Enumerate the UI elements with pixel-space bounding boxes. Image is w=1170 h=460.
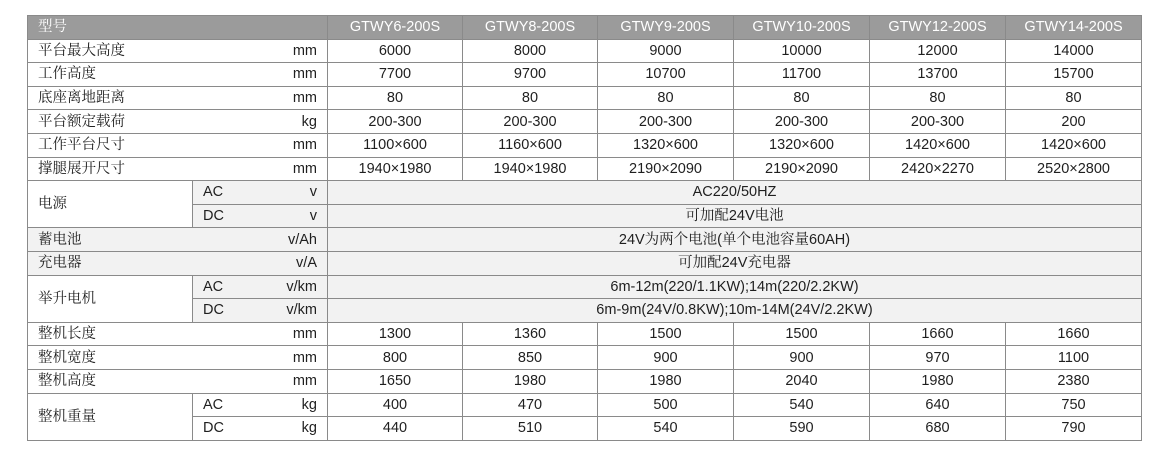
spec-table: [27, 15, 1142, 441]
row-ground-clearance: [28, 86, 1142, 110]
sub-label-text: DC: [203, 208, 224, 225]
cell-value: 80: [870, 86, 1006, 110]
sub-label: [193, 204, 328, 228]
row-label: [28, 39, 328, 63]
row-label-text: 底座离地距离: [38, 90, 125, 107]
header-label: 型号: [28, 16, 328, 40]
sub-label-text: AC: [203, 278, 224, 295]
sub-label-text: DC: [203, 302, 224, 319]
cell-value: 200-300: [734, 110, 870, 134]
sub-label-text: DC: [203, 420, 224, 437]
row-unit: mm: [292, 90, 317, 107]
cell-value: 680: [870, 417, 1006, 441]
row-unit: mm: [292, 326, 317, 343]
row-label-text: 整机高度: [38, 373, 96, 390]
group-label-weight: 整机重量: [28, 393, 193, 440]
sub-label-text: AC: [203, 184, 224, 201]
row-label: [28, 251, 328, 275]
cell-value: 1320×600: [734, 133, 870, 157]
sub-label: [193, 299, 328, 323]
row-unit: v: [309, 184, 317, 201]
row-label-text: 撑腿展开尺寸: [38, 160, 125, 177]
row-battery: [28, 228, 1142, 252]
group-label-power: 电源: [28, 181, 193, 228]
row-label-text: 平台额定载荷: [38, 113, 125, 130]
cell-value: 540: [598, 417, 734, 441]
cell-value: 900: [734, 346, 870, 370]
row-unit: mm: [292, 42, 317, 59]
cell-value: 200-300: [328, 110, 463, 134]
cell-value: 200-300: [598, 110, 734, 134]
merged-value: 24V为两个电池(单个电池容量60AH): [328, 228, 1142, 252]
row-width: [28, 346, 1142, 370]
row-unit: mm: [292, 373, 317, 390]
row-unit: v/km: [286, 302, 317, 319]
row-outrigger-span: [28, 157, 1142, 181]
row-platform-size: [28, 133, 1142, 157]
cell-value: 1980: [870, 369, 1006, 393]
cell-value: 80: [1006, 86, 1142, 110]
cell-value: 640: [870, 393, 1006, 417]
row-label-text: 整机长度: [38, 326, 96, 343]
row-unit: v: [309, 208, 317, 225]
cell-value: 1160×600: [463, 133, 598, 157]
row-unit: kg: [301, 396, 317, 413]
cell-value: 9000: [598, 39, 734, 63]
cell-value: 2520×2800: [1006, 157, 1142, 181]
cell-value: 1420×600: [1006, 133, 1142, 157]
group-label-lift-motor: 举升电机: [28, 275, 193, 322]
row-working-height: [28, 63, 1142, 87]
cell-value: 800: [328, 346, 463, 370]
cell-value: 1100: [1006, 346, 1142, 370]
row-lift-motor-ac: [28, 275, 1142, 299]
row-label-text: 整机宽度: [38, 349, 96, 366]
cell-value: 1940×1980: [463, 157, 598, 181]
cell-value: 200-300: [870, 110, 1006, 134]
cell-value: 200-300: [463, 110, 598, 134]
cell-value: 1320×600: [598, 133, 734, 157]
cell-value: 2190×2090: [734, 157, 870, 181]
cell-value: 790: [1006, 417, 1142, 441]
cell-value: 1420×600: [870, 133, 1006, 157]
cell-value: 10700: [598, 63, 734, 87]
sub-label: [193, 417, 328, 441]
cell-value: 10000: [734, 39, 870, 63]
cell-value: 14000: [1006, 39, 1142, 63]
row-label: [28, 157, 328, 181]
cell-value: 850: [463, 346, 598, 370]
cell-value: 9700: [463, 63, 598, 87]
cell-value: 400: [328, 393, 463, 417]
cell-value: 470: [463, 393, 598, 417]
cell-value: 1940×1980: [328, 157, 463, 181]
cell-value: 2420×2270: [870, 157, 1006, 181]
cell-value: 1980: [463, 369, 598, 393]
merged-value: AC220/50HZ: [328, 181, 1142, 205]
cell-value: 750: [1006, 393, 1142, 417]
cell-value: 11700: [734, 63, 870, 87]
merged-value: 可加配24V充电器: [328, 251, 1142, 275]
cell-value: 15700: [1006, 63, 1142, 87]
row-height: [28, 369, 1142, 393]
row-max-platform-height: [28, 39, 1142, 63]
cell-value: 1660: [870, 322, 1006, 346]
row-label-text: 蓄电池: [38, 231, 82, 248]
model-name: GTWY6-200S: [328, 16, 463, 40]
row-rated-load: [28, 110, 1142, 134]
model-name: GTWY14-200S: [1006, 16, 1142, 40]
row-length: [28, 322, 1142, 346]
cell-value: 8000: [463, 39, 598, 63]
row-charger: [28, 251, 1142, 275]
cell-value: 540: [734, 393, 870, 417]
cell-value: 590: [734, 417, 870, 441]
row-label: [28, 86, 328, 110]
cell-value: 970: [870, 346, 1006, 370]
cell-value: 2190×2090: [598, 157, 734, 181]
cell-value: 7700: [328, 63, 463, 87]
row-weight-ac: [28, 393, 1142, 417]
cell-value: 1660: [1006, 322, 1142, 346]
model-name: GTWY12-200S: [870, 16, 1006, 40]
row-label: [28, 346, 328, 370]
row-power-ac: [28, 181, 1142, 205]
row-weight-dc: [28, 417, 1142, 441]
cell-value: 1360: [463, 322, 598, 346]
row-unit: kg: [301, 420, 317, 437]
sub-label: [193, 181, 328, 205]
merged-value: 6m-12m(220/1.1KW);14m(220/2.2KW): [328, 275, 1142, 299]
row-label: [28, 369, 328, 393]
row-unit: mm: [292, 160, 317, 177]
cell-value: 80: [328, 86, 463, 110]
cell-value: 80: [463, 86, 598, 110]
row-lift-motor-dc: [28, 299, 1142, 323]
cell-value: 1500: [734, 322, 870, 346]
row-label-text: 充电器: [38, 255, 82, 272]
row-label-text: 平台最大高度: [38, 42, 125, 59]
model-name: GTWY10-200S: [734, 16, 870, 40]
cell-value: 1100×600: [328, 133, 463, 157]
cell-value: 80: [734, 86, 870, 110]
merged-value: 可加配24V电池: [328, 204, 1142, 228]
cell-value: 510: [463, 417, 598, 441]
sub-label-text: AC: [203, 396, 224, 413]
cell-value: 440: [328, 417, 463, 441]
row-power-dc: [28, 204, 1142, 228]
row-unit: v/A: [296, 255, 317, 272]
cell-value: 12000: [870, 39, 1006, 63]
cell-value: 1300: [328, 322, 463, 346]
cell-value: 2040: [734, 369, 870, 393]
row-label-text: 工作平台尺寸: [38, 137, 125, 154]
cell-value: 900: [598, 346, 734, 370]
sub-label: [193, 393, 328, 417]
row-label: [28, 63, 328, 87]
row-label: [28, 228, 328, 252]
cell-value: 80: [598, 86, 734, 110]
merged-value: 6m-9m(24V/0.8KW);10m-14M(24V/2.2KW): [328, 299, 1142, 323]
row-label: [28, 133, 328, 157]
cell-value: 6000: [328, 39, 463, 63]
row-unit: kg: [301, 113, 317, 130]
model-name: GTWY8-200S: [463, 16, 598, 40]
cell-value: 1980: [598, 369, 734, 393]
sub-label: [193, 275, 328, 299]
row-unit: mm: [292, 137, 317, 154]
model-name: GTWY9-200S: [598, 16, 734, 40]
cell-value: 1500: [598, 322, 734, 346]
row-unit: v/km: [286, 278, 317, 295]
cell-value: 1650: [328, 369, 463, 393]
row-label: [28, 322, 328, 346]
cell-value: 13700: [870, 63, 1006, 87]
cell-value: 500: [598, 393, 734, 417]
cell-value: 200: [1006, 110, 1142, 134]
row-label: [28, 110, 328, 134]
row-label-text: 工作高度: [38, 66, 96, 83]
row-unit: mm: [292, 66, 317, 83]
row-unit: mm: [292, 349, 317, 366]
row-unit: v/Ah: [287, 231, 317, 248]
cell-value: 2380: [1006, 369, 1142, 393]
header-row: [28, 16, 1142, 40]
